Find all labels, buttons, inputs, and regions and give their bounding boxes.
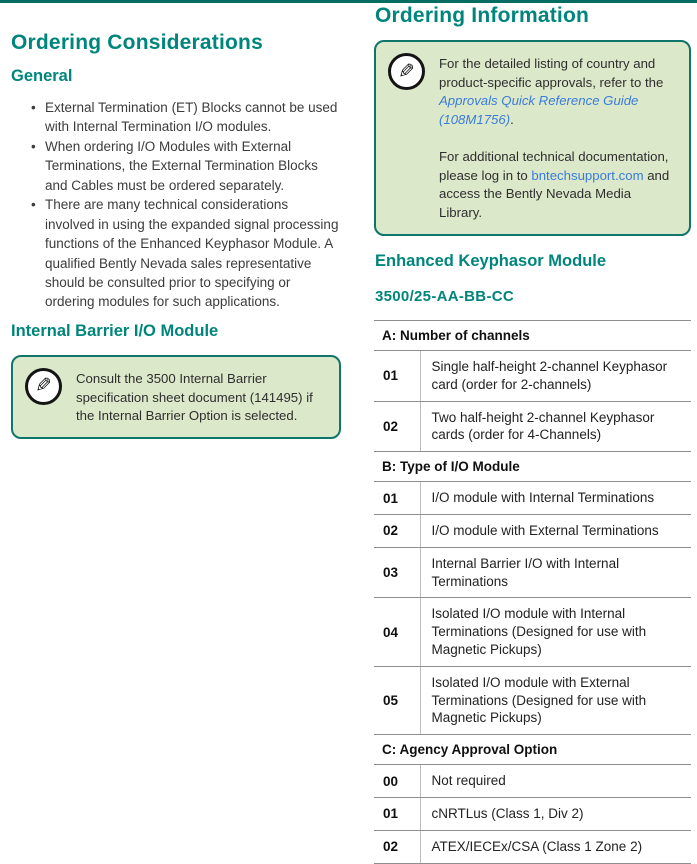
table-row xyxy=(374,401,691,452)
page-top-rule xyxy=(0,0,697,3)
table-row xyxy=(374,666,691,734)
option-code: 02 xyxy=(374,401,420,452)
note-paragraph: For additional technical documentation, please log in to bntechsupport.com and access the Bently Nevada Media Library. xyxy=(439,148,670,221)
part-number: 3500/25-AA-BB-CC xyxy=(375,287,515,305)
pencil-icon: ✎ xyxy=(25,368,62,405)
table-row xyxy=(374,830,691,863)
approvals-guide-link[interactable]: Approvals Quick Reference Guide (108M1756) xyxy=(439,93,639,128)
option-description: I/O module with Internal Terminations xyxy=(420,482,691,515)
ordering-options-table xyxy=(374,320,691,864)
ordering-information-heading: Ordering Information xyxy=(375,4,589,27)
pencil-icon: ✎ xyxy=(388,53,425,90)
table-section-header-row xyxy=(374,735,691,765)
option-code: 00 xyxy=(374,765,420,798)
option-code: 04 xyxy=(374,598,420,666)
bullet-item: • External Termination (ET) Blocks cannot be used with Internal Termination I/O modules. xyxy=(45,98,341,137)
option-code: 02 xyxy=(374,830,420,863)
left-column xyxy=(11,20,341,439)
right-column xyxy=(374,4,691,864)
option-code: 05 xyxy=(374,666,420,734)
bntechsupport-link[interactable]: bntechsupport.com xyxy=(531,167,644,183)
option-code: 01 xyxy=(374,482,420,515)
bullet-item: • There are many technical considerations involved in using the expanded signal processing functions of the Enhanced Keyphasor Module. A qualified Bently Nevada sales representative should be consulted prior to specifying or ordering modules for such applications. xyxy=(45,195,341,312)
table-row xyxy=(374,598,691,666)
note-text xyxy=(439,53,677,223)
table-row xyxy=(374,798,691,831)
enhanced-keyphasor-heading: Enhanced Keyphasor Module xyxy=(375,251,607,270)
option-code: 01 xyxy=(374,798,420,831)
table-section-header-row xyxy=(374,452,691,482)
option-description: Internal Barrier I/O with Internal Terminations xyxy=(420,547,691,598)
option-code: 02 xyxy=(374,514,420,547)
option-description: Not required xyxy=(420,765,691,798)
option-description: cNRTLus (Class 1, Div 2) xyxy=(420,798,691,831)
option-code: 01 xyxy=(374,350,420,401)
approvals-note xyxy=(374,40,691,236)
note-paragraph: For the detailed listing of country and product-specific approvals, refer to the Approvals Quick Reference Guide (108M1756). xyxy=(439,56,664,128)
table-row xyxy=(374,350,691,401)
table-row xyxy=(374,514,691,547)
option-description: Isolated I/O module with Internal Terminations (Designed for use with Magnetic Pickups) xyxy=(420,598,691,666)
internal-barrier-note xyxy=(11,355,341,439)
general-heading: General xyxy=(11,67,73,85)
table-row xyxy=(374,547,691,598)
option-description: Isolated I/O module with External Terminations (Designed for use with Magnetic Pickups) xyxy=(420,666,691,734)
section-c-header: C: Agency Approval Option xyxy=(374,735,691,765)
option-description: I/O module with External Terminations xyxy=(420,514,691,547)
general-bullet-list xyxy=(11,98,341,312)
note-paragraph: Consult the 3500 Internal Barrier specification sheet document (141495) if the Internal Barrier Option is selected. xyxy=(76,370,313,424)
table-row xyxy=(374,765,691,798)
bullet-item: • When ordering I/O Modules with External Terminations, the External Termination Blocks and Cables must be ordered separately. xyxy=(45,137,341,195)
internal-barrier-heading: Internal Barrier I/O Module xyxy=(11,321,219,340)
section-a-header: A: Number of channels xyxy=(374,320,691,350)
option-description: Two half-height 2-channel Keyphasor cards (order for 4-Channels) xyxy=(420,401,691,452)
option-description: Single half-height 2-channel Keyphasor card (order for 2-channels) xyxy=(420,350,691,401)
note-text xyxy=(76,368,327,426)
option-code: 03 xyxy=(374,547,420,598)
ordering-considerations-heading: Ordering Considerations xyxy=(11,31,263,54)
table-row xyxy=(374,482,691,515)
table-section-header-row xyxy=(374,320,691,350)
section-b-header: B: Type of I/O Module xyxy=(374,452,691,482)
option-description: ATEX/IECEx/CSA (Class 1 Zone 2) xyxy=(420,830,691,863)
